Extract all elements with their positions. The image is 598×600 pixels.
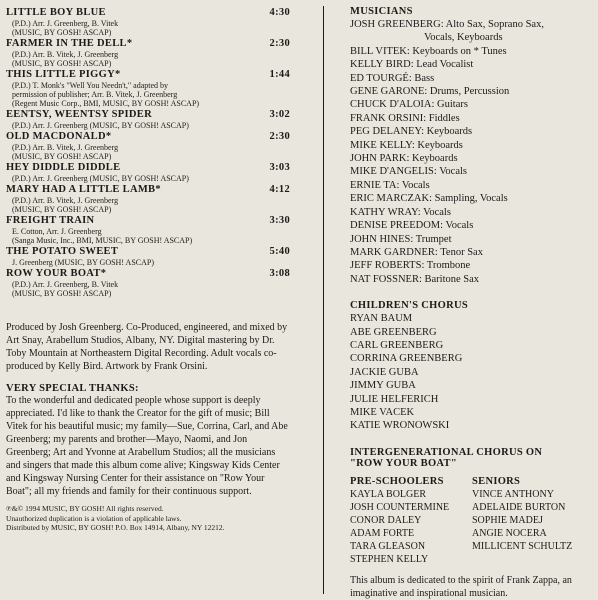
musician-name: ED TOURGÉ xyxy=(350,72,409,84)
track-credit: (P.D.) Arr. B. Vitek, J. Greenberg xyxy=(12,196,119,205)
musician-item xyxy=(350,192,594,205)
musician-item xyxy=(350,139,594,152)
musician-item xyxy=(350,246,594,259)
track-credit: (P.D.) Arr. J. Greenberg (MUSIC, BY GOSH! ASCAP) xyxy=(12,121,189,130)
chorus-member: RYAN BAUM xyxy=(350,313,413,325)
musician-role: : Trombone xyxy=(421,260,471,272)
musician-role: : Lead Vocalist xyxy=(410,59,474,71)
musician-role: : Vocals xyxy=(433,166,467,178)
musicians-list xyxy=(350,18,594,286)
right-column xyxy=(350,6,594,600)
track-title: THIS LITTLE PIGGY* xyxy=(6,69,121,80)
track-duration: 3:30 xyxy=(269,215,290,226)
track-title: MARY HAD A LITTLE LAMB* xyxy=(6,184,161,195)
musician-role: : Bass xyxy=(408,72,435,84)
senior-name: ADELAIDE BURTON xyxy=(472,501,566,513)
musician-role: : Vocals xyxy=(440,220,474,232)
track-duration: 2:30 xyxy=(269,131,290,142)
track-item xyxy=(6,183,290,214)
musician-item xyxy=(350,206,594,219)
track-title: EENTSY, WEENTSY SPIDER xyxy=(6,109,152,120)
preschooler-name: CONOR DALEY xyxy=(350,514,422,526)
musician-name: NAT FOSSNER xyxy=(350,273,419,285)
preschooler-name: KAYLA BOLGER xyxy=(350,488,427,500)
senior-name: MILLICENT SCHULTZ xyxy=(472,540,573,552)
musician-name: MARK GARDNER xyxy=(350,246,435,258)
track-item xyxy=(6,130,290,161)
track-item xyxy=(6,214,290,245)
track-credit: (Regent Music Corp., BMI, MUSIC, BY GOSH! ASCAP) xyxy=(12,99,200,108)
track-header xyxy=(6,245,290,258)
preschoolers-column xyxy=(350,475,472,566)
musician-name: JOHN PARK xyxy=(350,153,407,165)
chorus-member: CORRINA GREENBERG xyxy=(350,353,463,365)
preschooler-name: ADAM FORTE xyxy=(350,527,415,539)
senior-name: SOPHIE MADEJ xyxy=(472,514,543,526)
column-divider xyxy=(323,6,324,594)
musician-item xyxy=(350,219,594,232)
track-item xyxy=(6,108,290,130)
track-credit: E. Cotton, Arr. J. Greenberg xyxy=(12,227,102,236)
track-list xyxy=(6,6,290,298)
musician-name: GENE GARONE xyxy=(350,86,425,98)
track-header xyxy=(6,108,290,121)
track-duration: 3:03 xyxy=(269,162,290,173)
track-duration: 4:30 xyxy=(269,7,290,18)
musician-name: KELLY BIRD xyxy=(350,59,411,71)
musician-item xyxy=(350,273,594,286)
musician-name: DENISE PREEDOM xyxy=(350,220,441,232)
track-duration: 3:02 xyxy=(269,109,290,120)
track-credit: permission of publisher; Arr. B. Vitek, J. Greenberg xyxy=(12,90,178,99)
track-credit: (P.D.) Arr. J. Greenberg (MUSIC, BY GOSH! ASCAP) xyxy=(12,174,189,183)
track-credit: (MUSIC, BY GOSH! ASCAP) xyxy=(12,152,112,161)
chorus-member: JIMMY GUBA xyxy=(350,380,416,392)
chorus-member: JULIE HELFERICH xyxy=(350,393,439,405)
track-title: OLD MACDONALD* xyxy=(6,131,112,142)
childrens-chorus-heading: CHILDREN'S CHORUS xyxy=(350,300,468,312)
musician-role: : Trumpet xyxy=(410,233,452,245)
musician-role: : Keyboards xyxy=(406,153,458,165)
childrens-chorus-list xyxy=(350,312,594,433)
track-header xyxy=(6,130,290,143)
track-credit: J. Greenberg (MUSIC, BY GOSH! ASCAP) xyxy=(12,258,155,267)
track-item xyxy=(6,245,290,267)
musician-name: ERNIE TA xyxy=(350,179,397,191)
track-header xyxy=(6,37,290,50)
track-duration: 5:40 xyxy=(269,246,290,257)
musician-name: CHUCK D'ALOIA xyxy=(350,99,432,111)
duplication-warning: Unauthorized duplication is a violation of applicable laws. xyxy=(6,513,182,523)
track-duration: 4:12 xyxy=(269,184,290,195)
track-duration: 2:30 xyxy=(269,38,290,49)
track-duration: 3:08 xyxy=(269,268,290,279)
track-title: HEY DIDDLE DIDDLE xyxy=(6,162,121,173)
track-item xyxy=(6,6,290,37)
musician-name: JEFF ROBERTS xyxy=(350,260,422,272)
chorus-member: ABE GREENBERG xyxy=(350,326,437,338)
musician-role: : Baritone Sax xyxy=(418,273,480,285)
chorus-member: JACKIE GUBA xyxy=(350,366,419,378)
track-credit: (MUSIC, BY GOSH! ASCAP) xyxy=(12,205,112,214)
intergenerational-subheading: "ROW YOUR BOAT" xyxy=(350,457,457,469)
musician-role: : Sampling, Vocals xyxy=(429,193,508,205)
musician-role: : Keyboards xyxy=(411,139,463,151)
track-credit: (Sanga Music, Inc., BMI, MUSIC, BY GOSH! ASCAP) xyxy=(12,236,193,245)
distributor-line: Distributed by MUSIC, BY GOSH! P.O. Box 14914, Albany, NY 12212. xyxy=(6,523,225,532)
track-header xyxy=(6,68,290,81)
musician-name: MIKE D'ANGELIS xyxy=(350,166,434,178)
musician-role: : Vocals xyxy=(417,206,451,218)
preschooler-name: TARA GLEASON xyxy=(350,540,426,552)
musician-name: FRANK ORSINI xyxy=(350,112,424,124)
musician-name: PEG DELANEY xyxy=(350,126,422,138)
seniors-column xyxy=(472,475,594,566)
track-credit: (MUSIC, BY GOSH! ASCAP) xyxy=(12,28,112,37)
musician-role: : Keyboards on * Tunes xyxy=(406,45,507,57)
track-header xyxy=(6,267,290,280)
preschooler-name: STEPHEN KELLY xyxy=(350,553,429,565)
legal-notice xyxy=(6,504,290,533)
musician-item xyxy=(350,45,594,58)
musicians-heading: MUSICIANS xyxy=(350,6,413,17)
thanks-text: To the wonderful and dedicated people whose support is deeply appreciated. I'd like to thank the Creator for the gift of music; Bill Vitek for his beautiful music; my family—Sue, Corrina, Carl, and Abe Greenberg; my parents and brother—Mayo, Naomi, and Jon Greenberg; Art and Yvonne at Arabellum Studios; all the musicians and singers that made this album come alive; Kingsway Kids Center and Kingsway Nursing Center for their assistance on "Row Your Boat"; all my friends and family for their continuous support. xyxy=(6,395,288,497)
preschooler-name: JOSH COUNTERMINE xyxy=(350,501,450,513)
track-title: ROW YOUR BOAT* xyxy=(6,268,107,279)
musician-item xyxy=(350,72,594,85)
musician-item xyxy=(350,233,594,246)
track-item xyxy=(6,68,290,108)
track-item xyxy=(6,161,290,183)
track-credit: (MUSIC, BY GOSH! ASCAP) xyxy=(12,289,112,298)
track-title: THE POTATO SWEET xyxy=(6,246,119,257)
musician-item xyxy=(350,98,594,111)
senior-name: VINCE ANTHONY xyxy=(472,488,554,500)
seniors-heading: SENIORS xyxy=(472,475,521,487)
dedication: This album is dedicated to the spirit of Frank Zappa, an imaginative and inspirational musician. xyxy=(350,574,572,599)
track-title: LITTLE BOY BLUE xyxy=(6,7,106,18)
track-credit: (MUSIC, BY GOSH! ASCAP) xyxy=(12,59,112,68)
musician-item xyxy=(350,85,594,98)
production-credits: Produced by Josh Greenberg. Co-Produced, engineered, and mixed by Art Snay, Arabellum Studios, Albany, NY. Digital mastering by Dr. Toby Mountain at Northeastern Digital Recording. Adult vocals co-produced by Kelly Bird. Artwork by Frank Orsini. xyxy=(6,322,288,372)
track-credit: (P.D.) Arr. B. Vitek, J. Greenberg xyxy=(12,50,119,59)
track-credit: (P.D.) T. Monk's "Well You Needn't," adapted by xyxy=(12,81,169,90)
musician-item xyxy=(350,18,594,31)
musician-role: : Tenor Sax xyxy=(434,246,483,258)
track-credit: (P.D.) Arr. J. Greenberg, B. Vitek xyxy=(12,19,119,28)
musician-name: MIKE KELLY xyxy=(350,139,412,151)
track-header xyxy=(6,183,290,196)
track-credit: (P.D.) Arr. J. Greenberg, B. Vitek xyxy=(12,280,119,289)
track-header xyxy=(6,214,290,227)
chorus-member: CARL GREENBERG xyxy=(350,339,444,351)
musician-item xyxy=(350,179,594,192)
intergenerational-section xyxy=(350,447,594,566)
senior-name: ANGIE NOCERA xyxy=(472,527,547,539)
track-title: FREIGHT TRAIN xyxy=(6,215,95,226)
musician-name: KATHY WRAY xyxy=(350,206,418,218)
musician-item xyxy=(350,58,594,71)
musician-name: ERIC MARCZAK xyxy=(350,193,430,205)
copyright-line: ℗&© 1994 MUSIC, BY GOSH! All rights reserved. xyxy=(6,504,164,513)
intergenerational-columns xyxy=(350,475,594,566)
track-item xyxy=(6,37,290,68)
thanks-section xyxy=(6,383,290,498)
musician-name: JOSH GREENBERG xyxy=(350,19,441,30)
musician-item xyxy=(350,165,594,178)
musician-role: : Guitars xyxy=(431,99,468,111)
musician-role: : Vocals xyxy=(396,179,430,191)
intergenerational-heading: INTERGENERATIONAL CHORUS ON xyxy=(350,446,543,458)
musician-role: : Fiddles xyxy=(423,112,460,124)
track-header xyxy=(6,161,290,174)
track-header xyxy=(6,6,290,19)
musician-item xyxy=(350,152,594,165)
musician-role: : Keyboards xyxy=(421,126,473,138)
musician-item xyxy=(350,259,594,272)
musician-item xyxy=(350,112,594,125)
left-column xyxy=(6,6,290,533)
thanks-heading: VERY SPECIAL THANKS: xyxy=(6,383,139,394)
track-credit: (P.D.) Arr. B. Vitek, J. Greenberg xyxy=(12,143,119,152)
track-title: FARMER IN THE DELL* xyxy=(6,38,133,49)
musician-role: : Alto Sax, Soprano Sax, xyxy=(440,19,544,30)
preschoolers-heading: PRE-SCHOOLERS xyxy=(350,475,444,487)
chorus-member: KATIE WRONOWSKI xyxy=(350,420,450,432)
musician-item xyxy=(350,125,594,138)
musician-item xyxy=(350,31,594,44)
musician-name: BILL VITEK xyxy=(350,45,407,57)
track-duration: 1:44 xyxy=(269,69,290,80)
musician-name: JOHN HINES xyxy=(350,233,411,245)
musician-role: : Drums, Percussion xyxy=(424,86,510,98)
chorus-member: MIKE VACEK xyxy=(350,406,415,418)
track-item xyxy=(6,267,290,298)
musician-role: Vocals, Keyboards xyxy=(424,32,503,44)
